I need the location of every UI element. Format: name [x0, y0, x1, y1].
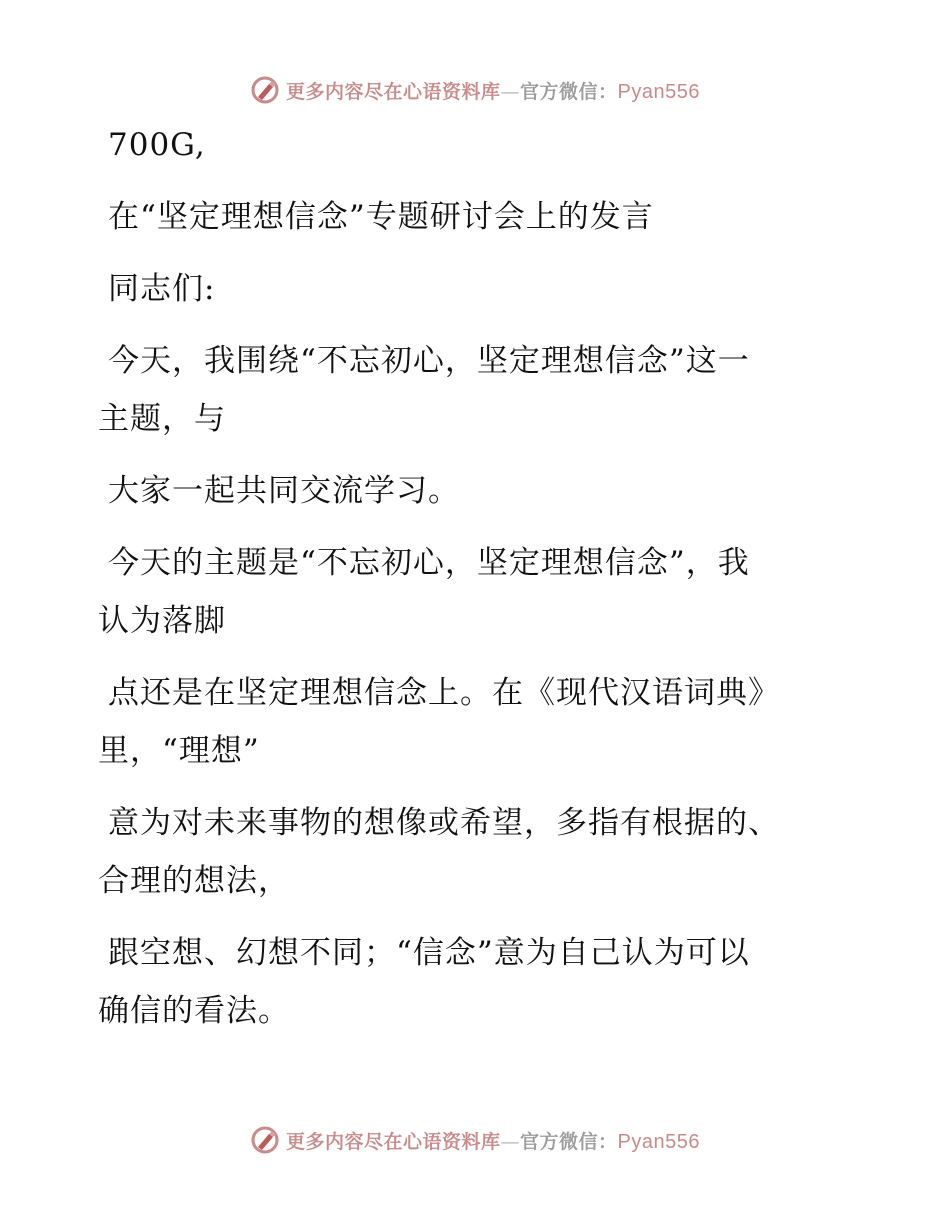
watermark-text [286, 77, 700, 104]
text-line: 跟空想、幻想不同；“信念”意为自己认为可以 [108, 935, 750, 971]
text-line: 今天，我围绕“不忘初心，坚定理想信念”这一 [108, 343, 750, 379]
text-line: 里，“理想” [98, 733, 260, 769]
text-line: 点还是在坚定理想信念上。在《现代汉语词典》 [108, 675, 780, 711]
text-line: 今天的主题是“不忘初心，坚定理想信念”，我 [108, 545, 750, 581]
text-line: 700G, [108, 127, 206, 163]
text-line: 意为对未来事物的想像或希望，多指有根据的、 [108, 805, 780, 841]
text-line: 大家一起共同交流学习。 [108, 473, 460, 509]
header-watermark [0, 70, 950, 110]
watermark-handle: Pyan556 [617, 80, 700, 103]
text-line: 主题，与 [98, 401, 226, 437]
pen-logo-icon [250, 75, 280, 105]
watermark-wechat-label: 官方微信： [520, 1130, 618, 1153]
footer-watermark [0, 1120, 950, 1160]
watermark-main: 更多内容尽在心语资料库 [286, 1130, 501, 1153]
document-body [98, 122, 838, 1034]
watermark-handle: Pyan556 [617, 1130, 700, 1153]
watermark-text [286, 1127, 700, 1154]
text-line: 确信的看法。 [98, 993, 290, 1029]
text-line: 认为落脚 [98, 603, 226, 639]
pen-logo-icon [250, 1125, 280, 1155]
document-title: 在“坚定理想信念”专题研讨会上的发言 [108, 199, 654, 235]
watermark-dash: — [500, 80, 521, 103]
text-line: 合理的想法， [98, 863, 290, 899]
salutation: 同志们: [108, 271, 216, 307]
watermark-main: 更多内容尽在心语资料库 [286, 80, 501, 103]
watermark-wechat-label: 官方微信： [520, 80, 618, 103]
watermark-dash: — [500, 1130, 521, 1153]
